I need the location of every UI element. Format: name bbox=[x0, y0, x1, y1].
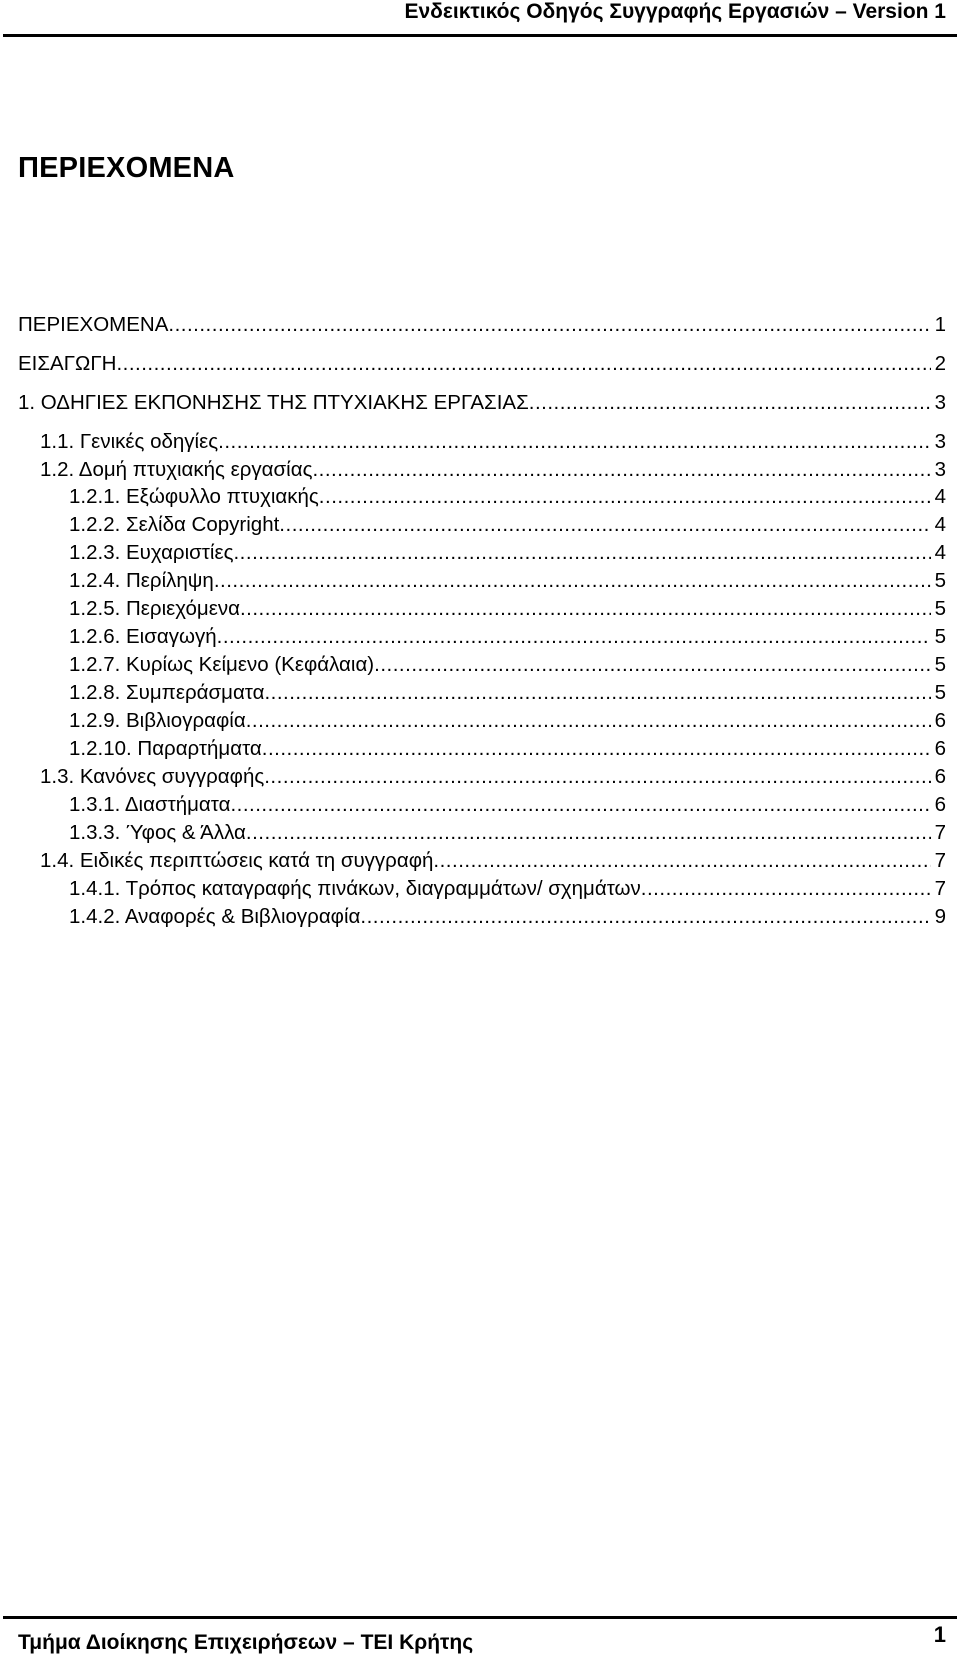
toc-dot-leader bbox=[433, 847, 930, 875]
toc-entry[interactable] bbox=[69, 707, 946, 735]
toc-entry-page: 5 bbox=[934, 597, 946, 620]
toc-dot-leader bbox=[319, 483, 931, 511]
toc-dot-leader bbox=[214, 567, 931, 595]
toc-dot-leader bbox=[641, 875, 931, 903]
toc-entry-page: 3 bbox=[934, 430, 946, 453]
toc-dot-leader bbox=[264, 763, 930, 791]
toc-entry[interactable] bbox=[69, 651, 946, 679]
toc-dot-leader bbox=[360, 903, 930, 931]
toc-dot-leader bbox=[217, 623, 931, 651]
toc-dot-leader bbox=[262, 735, 931, 763]
toc-entry-page: 5 bbox=[934, 569, 946, 592]
footer-divider bbox=[3, 1616, 957, 1619]
toc-entry-page: 5 bbox=[934, 653, 946, 676]
toc-entry-page: 7 bbox=[934, 877, 946, 900]
toc-entry-label: 1.2.6. Εισαγωγή bbox=[69, 625, 217, 648]
toc-entry[interactable] bbox=[69, 595, 946, 623]
toc-entry-label: 1.3. Κανόνες συγγραφής bbox=[40, 765, 265, 788]
toc-entry[interactable] bbox=[18, 389, 946, 417]
toc-entry-page: 1 bbox=[934, 313, 946, 336]
toc-entry[interactable] bbox=[69, 903, 946, 931]
toc-entry[interactable] bbox=[69, 567, 946, 595]
toc-dot-leader bbox=[116, 350, 930, 378]
toc-dot-leader bbox=[312, 456, 930, 484]
toc-entry-page: 4 bbox=[934, 485, 946, 508]
running-header-title: Ενδεικτικός Οδηγός Συγγραφής Εργασιών – Version 1 bbox=[404, 0, 946, 23]
toc-dot-leader bbox=[264, 679, 930, 707]
toc-entry-page: 5 bbox=[934, 681, 946, 704]
toc-entry[interactable] bbox=[18, 311, 946, 339]
toc-dot-leader bbox=[246, 819, 931, 847]
header-divider bbox=[3, 34, 957, 37]
toc-entry-label: 1.2.4. Περίληψη bbox=[69, 569, 214, 592]
toc-dot-leader bbox=[246, 707, 931, 735]
toc-entry-label: 1.3.1. Διαστήματα bbox=[69, 793, 231, 816]
toc-entry-page: 6 bbox=[934, 709, 946, 732]
toc-entry[interactable] bbox=[69, 791, 946, 819]
toc-entry-label: 1. ΟΔΗΓΙΕΣ ΕΚΠΟΝΗΣΗΣ ΤΗΣ ΠΤΥΧΙΑΚΗΣ ΕΡΓΑΣΙΑΣ bbox=[18, 391, 529, 414]
page-number: 1 bbox=[933, 1622, 946, 1647]
toc-entry-label: 1.2.3. Ευχαριστίες bbox=[69, 541, 234, 564]
toc-dot-leader bbox=[168, 311, 930, 339]
toc-dot-leader bbox=[374, 651, 930, 679]
toc-entry-page: 6 bbox=[934, 765, 946, 788]
toc-entry-label: 1.4.2. Αναφορές & Βιβλιογραφία bbox=[69, 905, 361, 928]
toc-entry-page: 4 bbox=[934, 513, 946, 536]
toc-entry[interactable] bbox=[40, 428, 946, 456]
toc-dot-leader bbox=[233, 539, 930, 567]
toc-entry-page: 5 bbox=[934, 625, 946, 648]
toc-entry-label: 1.2.5. Περιεχόμενα bbox=[69, 597, 240, 620]
footer-department: Τμήμα Διοίκησης Επιχειρήσεων – ΤΕΙ Κρήτης bbox=[18, 1631, 474, 1654]
toc-entry-page: 7 bbox=[934, 849, 946, 872]
toc-dot-leader bbox=[279, 511, 930, 539]
toc-entry-label: 1.2.9. Βιβλιογραφία bbox=[69, 709, 246, 732]
toc-entry[interactable] bbox=[69, 679, 946, 707]
toc-dot-leader bbox=[529, 389, 931, 417]
toc-entry-page: 6 bbox=[934, 737, 946, 760]
toc-entry-label: 1.1. Γενικές οδηγίες bbox=[40, 430, 219, 453]
toc-entry-page: 7 bbox=[934, 821, 946, 844]
toc-entry[interactable] bbox=[40, 847, 946, 875]
toc-entry[interactable] bbox=[40, 456, 946, 484]
toc-dot-leader bbox=[230, 791, 930, 819]
toc-entry-label: 1.4.1. Τρόπος καταγραφής πινάκων, διαγραμμάτων/ σχημάτων bbox=[69, 877, 641, 900]
toc-entry-page: 6 bbox=[934, 793, 946, 816]
toc-entry[interactable] bbox=[69, 623, 946, 651]
toc-dot-leader bbox=[240, 595, 931, 623]
toc-entry-label: 1.2.2. Σελίδα Copyright bbox=[69, 513, 280, 536]
toc-entry[interactable] bbox=[69, 511, 946, 539]
toc-entry-label: 1.2.8. Συμπεράσματα bbox=[69, 681, 265, 704]
toc-entry-label: 1.3.3. Ύφος & Άλλα bbox=[69, 821, 246, 844]
toc-entry[interactable] bbox=[40, 763, 946, 791]
toc-entry-page: 4 bbox=[934, 541, 946, 564]
toc-entry[interactable] bbox=[18, 350, 946, 378]
toc-entry-label: ΕΙΣΑΓΩΓΗ bbox=[18, 352, 117, 375]
toc-entry-label: 1.2.7. Κυρίως Κείμενο (Κεφάλαια) bbox=[69, 653, 375, 676]
toc-entry-label: 1.2. Δομή πτυχιακής εργασίας bbox=[40, 458, 313, 481]
toc-entry-page: 9 bbox=[934, 905, 946, 928]
toc-entry-page: 3 bbox=[934, 391, 946, 414]
toc-entry[interactable] bbox=[69, 875, 946, 903]
toc-entry[interactable] bbox=[69, 735, 946, 763]
page-header bbox=[0, 0, 960, 40]
page-title: ΠΕΡΙΕΧΟΜΕΝΑ bbox=[18, 152, 235, 184]
toc-entry[interactable] bbox=[69, 483, 946, 511]
toc-entry[interactable] bbox=[69, 819, 946, 847]
toc-entry-page: 3 bbox=[934, 458, 946, 481]
toc-entry[interactable] bbox=[69, 539, 946, 567]
toc-entry-label: 1.4. Ειδικές περιπτώσεις κατά τη συγγραφή bbox=[40, 849, 434, 872]
toc-entry-label: ΠΕΡΙΕΧΟΜΕΝΑ bbox=[18, 313, 169, 336]
toc-entry-page: 2 bbox=[934, 352, 946, 375]
page-footer bbox=[0, 1610, 960, 1657]
toc-dot-leader bbox=[218, 428, 930, 456]
toc-entry-label: 1.2.1. Εξώφυλλο πτυχιακής bbox=[69, 485, 319, 508]
toc-entry-label: 1.2.10. Παραρτήματα bbox=[69, 737, 262, 760]
